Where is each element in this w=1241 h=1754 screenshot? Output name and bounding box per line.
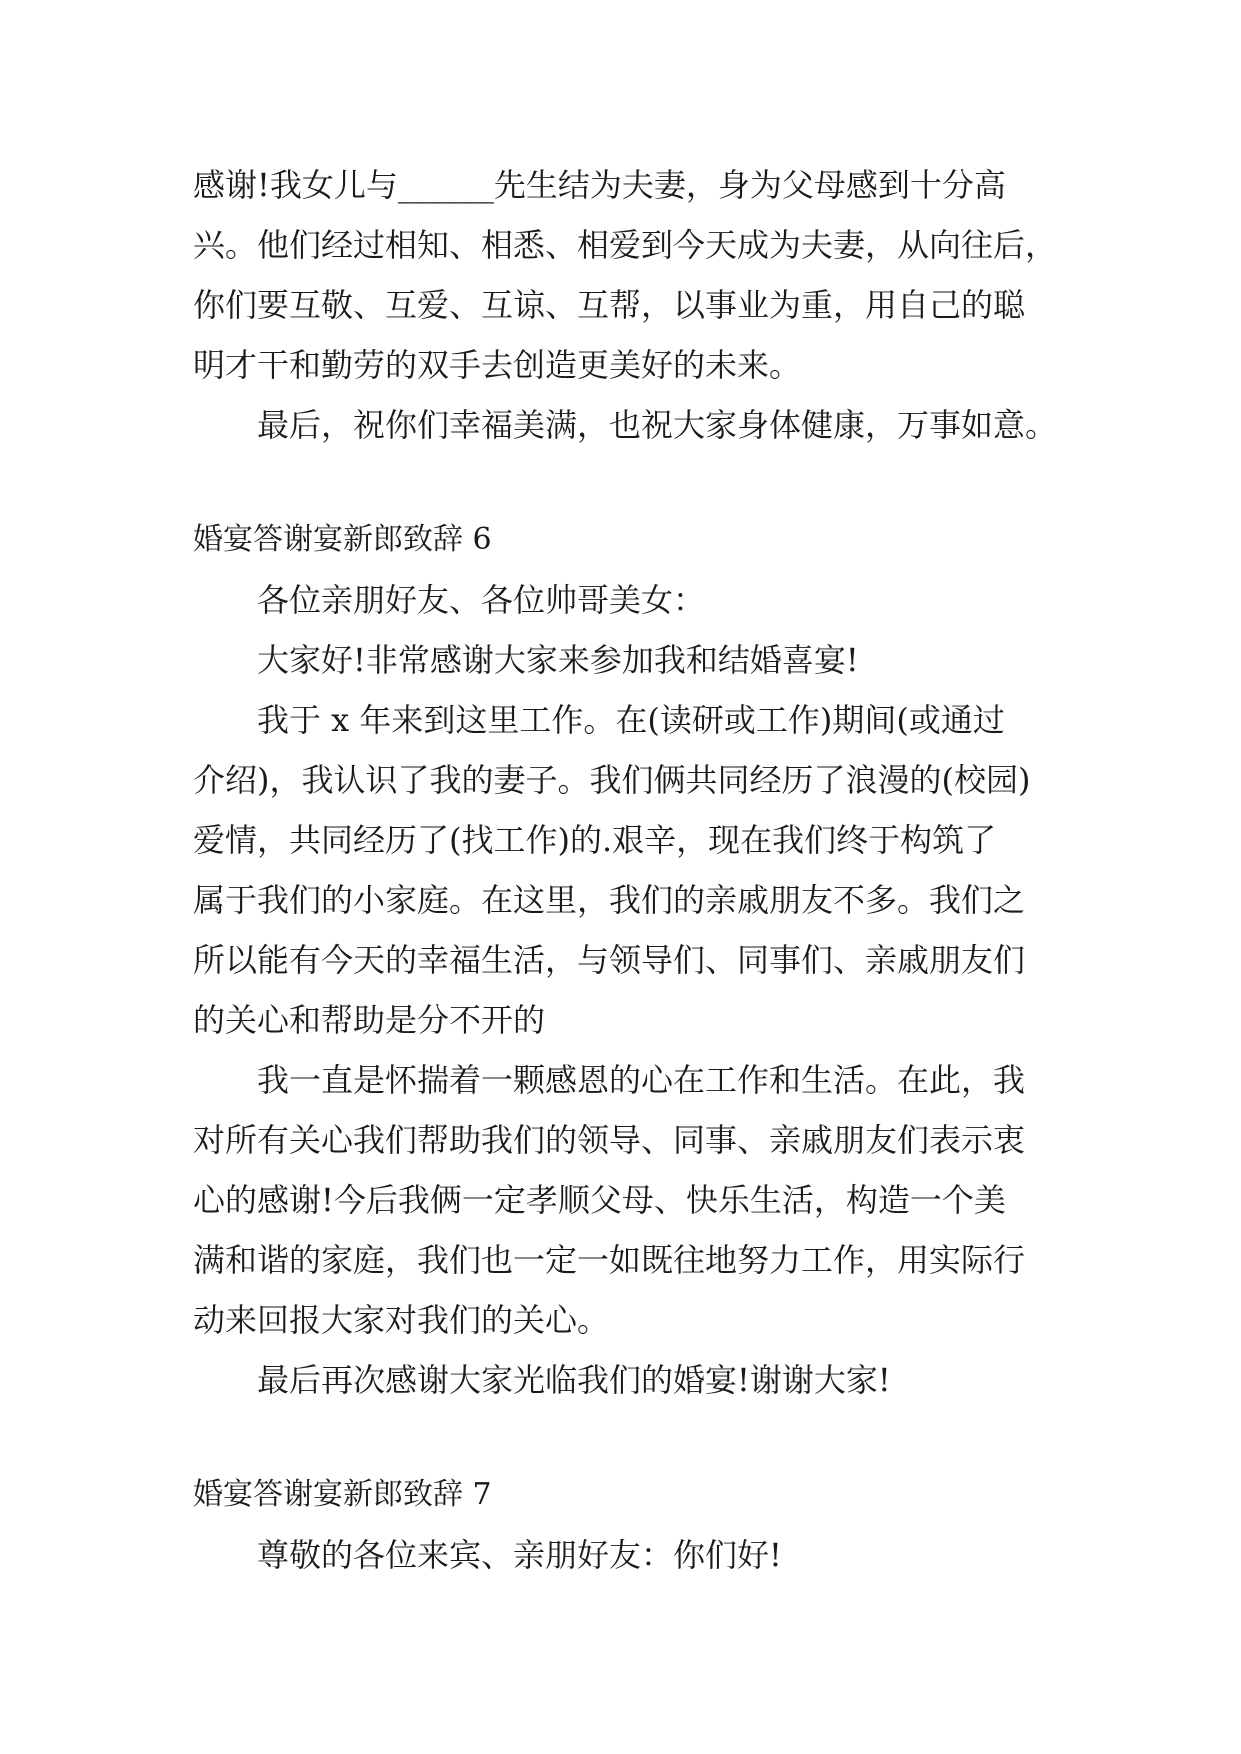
salutation: 各位亲朋好友、各位帅哥美女：	[257, 581, 706, 619]
paragraph-line: 所以能有今天的幸福生活，与领导们、同事们、亲戚朋友们	[193, 941, 1026, 979]
paragraph-line: 满和谐的家庭，我们也一定一如既往地努力工作，用实际行	[193, 1241, 1026, 1279]
closing-paragraph: 最后，祝你们幸福美满，也祝大家身体健康，万事如意。	[257, 406, 1058, 444]
paragraph-line: 动来回报大家对我们的关心。	[193, 1301, 610, 1339]
section-heading: 婚宴答谢宴新郎致辞 6	[193, 522, 492, 557]
paragraph-line: 你们要互敬、互爱、互谅、互帮，以事业为重，用自己的聪	[193, 286, 1026, 324]
paragraph-line: 我于 x 年来到这里工作。在(读研或工作)期间(或通过	[257, 701, 1005, 739]
paragraph-line: 属于我们的小家庭。在这里，我们的亲戚朋友不多。我们之	[193, 881, 1026, 919]
salutation: 尊敬的各位来宾、亲朋好友：你们好!	[257, 1536, 782, 1574]
closing-paragraph: 最后再次感谢大家光临我们的婚宴!谢谢大家!	[257, 1361, 891, 1399]
paragraph-line: 我一直是怀揣着一颗感恩的心在工作和生活。在此，我	[257, 1061, 1026, 1099]
paragraph-line: 对所有关心我们帮助我们的领导、同事、亲戚朋友们表示衷	[193, 1121, 1026, 1159]
paragraph-line: 的关心和帮助是分不开的	[193, 1001, 546, 1039]
paragraph-line: 心的感谢!今后我俩一定孝顺父母、快乐生活，构造一个美	[193, 1181, 1006, 1219]
paragraph-line: 明才干和勤劳的双手去创造更美好的未来。	[193, 346, 802, 384]
paragraph-line: 兴。他们经过相知、相悉、相爱到今天成为夫妻，从向往后，	[193, 226, 1058, 264]
paragraph-line: 感谢!我女儿与______先生结为夫妻，身为父母感到十分高	[193, 166, 1006, 204]
section-heading: 婚宴答谢宴新郎致辞 7	[193, 1477, 492, 1512]
paragraph-line: 爱情，共同经历了(找工作)的.艰辛，现在我们终于构筑了	[193, 821, 997, 859]
paragraph-line: 介绍)，我认识了我的妻子。我们俩共同经历了浪漫的(校园)	[193, 761, 1031, 799]
greeting-paragraph: 大家好!非常感谢大家来参加我和结婚喜宴!	[257, 641, 859, 679]
